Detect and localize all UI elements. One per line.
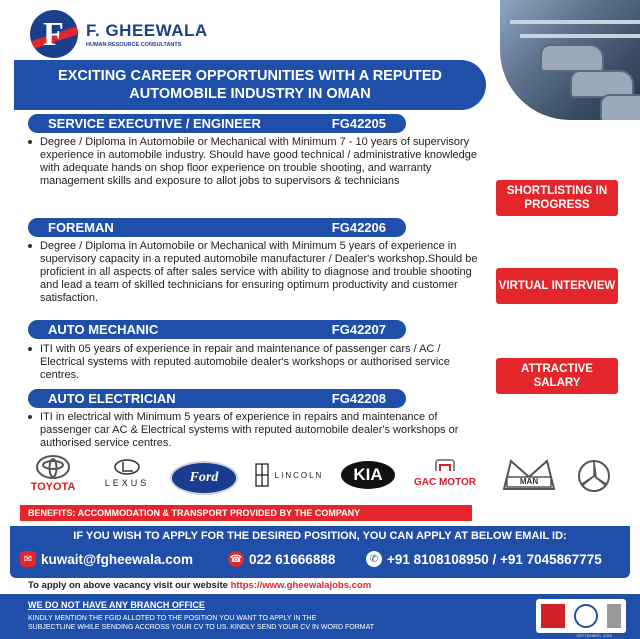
lincoln-star-icon (255, 463, 269, 487)
ford-logo: Ford (170, 461, 238, 495)
job-title: AUTO MECHANIC (48, 322, 159, 337)
gac-motor-logo: GAC MOTOR (402, 459, 488, 488)
job-title-bar (28, 114, 406, 133)
footer-instructions: KINDLY MENTION THE FGID ALLOTED TO THE POSITION YOU WANT TO APPLY IN THE SUBJECTLINE WHILE SENDING ACCROSS YOUR CV TO US. KINDLY SEND YOUR CV IN WORD FORMAT (28, 615, 375, 631)
brand-logos-row (18, 455, 628, 501)
email-address[interactable]: kuwait@fgheewala.com (41, 551, 193, 567)
certificate-icon (541, 604, 565, 628)
website-link[interactable]: https://www.gheewalajobs.com (230, 580, 372, 591)
man-logo: MAN (498, 457, 560, 491)
headline-line1: EXCITING CAREER OPPORTUNITIES WITH A REPUTED (57, 68, 442, 84)
footer-bar (0, 594, 640, 639)
job-title: AUTO ELECTRICIAN (48, 391, 176, 406)
job-code: FG42207 (331, 322, 386, 337)
iso-seal-icon (574, 604, 598, 628)
cert-date: SEPTEMBER, 2023 (576, 633, 612, 638)
job-title: SERVICE EXECUTIVE / ENGINEER (48, 116, 261, 131)
lexus-logo: LEXUS (92, 459, 162, 488)
badge-virtual-interview: VIRTUAL INTERVIEW (496, 268, 618, 304)
bullet-icon (28, 140, 32, 144)
whatsapp-contact[interactable] (366, 551, 602, 567)
badge-shortlisting: SHORTLISTING IN PROGRESS (496, 180, 618, 216)
website-line (28, 580, 371, 591)
badge-attractive-salary: ATTRACTIVE SALARY (496, 358, 618, 394)
cert-mark-icon (607, 604, 621, 628)
kia-logo: KIA (338, 461, 398, 489)
email-icon: ✉ (20, 551, 36, 567)
job-code: FG42208 (331, 391, 386, 406)
bullet-icon (28, 244, 32, 248)
toyota-logo: TOYOTA (20, 455, 86, 493)
phone-contact[interactable] (228, 551, 335, 567)
gac-emblem-icon (434, 459, 456, 473)
logo-emblem-icon: F (30, 10, 78, 58)
certification-badges (536, 599, 626, 633)
job-code: FG42205 (331, 116, 386, 131)
website-label: To apply on above vacancy visit our website (28, 580, 228, 591)
apply-contact-box (10, 526, 630, 578)
headline-line2: AUTOMOBILE INDUSTRY IN OMAN (129, 86, 371, 102)
company-logo (30, 10, 208, 58)
company-tagline: HUMAN RESOURCE CONSULTANTS (86, 41, 182, 48)
company-name: F. GHEEWALA (86, 20, 208, 40)
job-title-bar (28, 218, 406, 237)
job-title-bar (28, 389, 406, 408)
lincoln-logo: LINCOLN (248, 463, 330, 487)
assembly-line-photo (500, 0, 640, 120)
whatsapp-numbers[interactable]: +91 8108108950 / +91 7045867775 (387, 551, 602, 567)
branch-notice: WE DO NOT HAVE ANY BRANCH OFFICE (28, 600, 205, 610)
phone-number[interactable]: 022 61666888 (249, 551, 336, 567)
job-description: Degree / Diploma in Automobile or Mechanical with Minimum 7 - 10 years of supervisory experience in automobile industry. Should have good technical / administrative knowledge with adequate hands on shop floor experience on trouble shooting, and warranty management skills and exposure to allot jobs to supervisors & technicians (28, 136, 478, 208)
job-title: FOREMAN (48, 220, 114, 235)
lexus-emblem-icon (114, 459, 140, 475)
job-description: Degree / Diploma in Automobile or Mechanical with Minimum 5 years of experience in supervisory capacity in a reputed automobile manufacturer / Dealer's workshop.Should be proficient in all aspects of after sales service with ability to diagnose and trouble shooting and lead a team of skilled technicians for ensuring optimum productivity and customer satisfaction. (28, 240, 478, 312)
mercedes-star-icon (577, 459, 611, 493)
mercedes-logo (574, 459, 614, 493)
job-description: ITI in electrical with Minimum 5 years of experience in repairs and maintenance of passenger car AC & Electrical systems with reputed automobile dealer's workshops or authorised service centres. (28, 411, 478, 453)
email-contact[interactable] (20, 551, 193, 567)
toyota-emblem-icon (36, 455, 70, 479)
apply-title: IF YOU WISH TO APPLY FOR THE DESIRED POSITION, YOU CAN APPLY AT BELOW EMAIL ID: (73, 530, 567, 542)
bullet-icon (28, 415, 32, 419)
headline-banner (14, 60, 486, 110)
job-code: FG42206 (331, 220, 386, 235)
job-description: ITI with 05 years of experience in repair and maintenance of passenger cars / AC / Electrical systems with reputed automobile dealer's workshops or authorised service centres. (28, 343, 478, 385)
whatsapp-icon: ✆ (366, 551, 382, 567)
job-title-bar (28, 320, 406, 339)
bullet-icon (28, 347, 32, 351)
benefits-bar: BENEFITS: ACCOMMODATION & TRANSPORT PROVIDED BY THE COMPANY (20, 505, 472, 521)
phone-icon: ☎ (228, 551, 244, 567)
